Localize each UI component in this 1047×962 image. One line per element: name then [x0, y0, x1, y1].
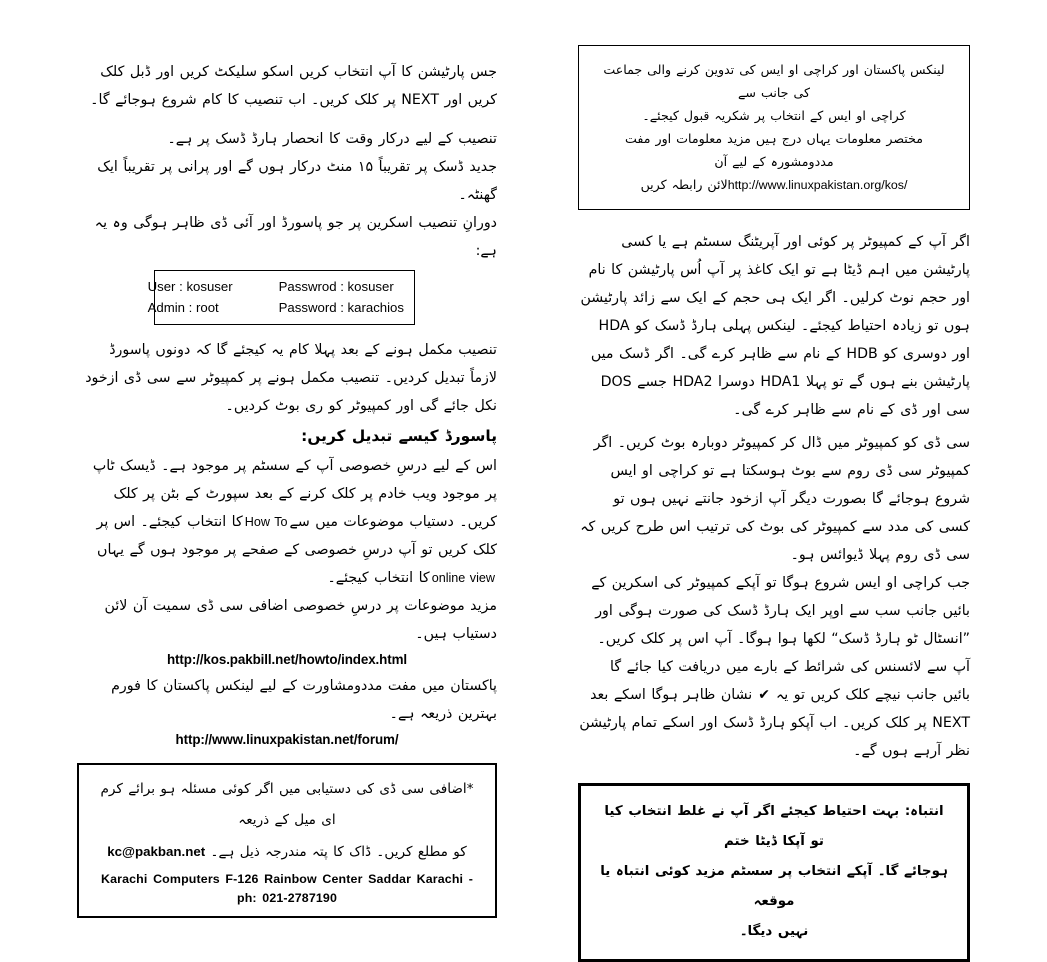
left-paragraph-2-line-2: جدید ڈسک پر تقریباً ۱۵ منٹ درکار ہوں گے اور پرانی پر تقریباً ایک گھنٹہ۔ — [97, 159, 497, 203]
admin-password-label: Password — [278, 300, 337, 315]
spacer — [578, 210, 970, 228]
admin-password-value: karachios — [347, 300, 404, 315]
warning-box — [578, 783, 970, 962]
right-column — [578, 0, 970, 939]
howto-url[interactable]: http://kos.pakbill.net/howto/index.html — [166, 652, 408, 667]
user-cell: User : kosuser — [147, 279, 233, 294]
right-paragraph-3-text: جب کراچی او ایس شروع ہوگا تو آپکے کمپیوٹر کی اسکرین کے بائیں جانب سب سے اوپر ایک ہارڈ ڈسک کی صورت ہوگی اور ”انسٹال ٹو ہارڈ ڈسک“ لکھا ہوا ہوگا۔ آپ اس پر کلک کریں۔ آپ سے لائسنس کی شرائط کے بارے میں دریافت کیا جائے گا بائیں جانب نیچے کلک کریں تو یہ — [591, 575, 970, 703]
right-paragraph-2: سی ڈی کو کمپیوٹر میں ڈال کر کمپیوٹر دوبارہ بوٹ کریں۔ اگر کمپیوٹر سی ڈی روم سے بوٹ ہوسکتا ہے تو کراچی او ایس شروع ہوجائے گا بصورت دیگر آپ ازخود جانتے نہیں ہوں تو کسی کی مدد سے کمپیوٹر کی بوٹ کی ترتیب اس طرح کریں کہ سی ڈی روم پہلا ڈیوائس ہو۔ — [580, 435, 970, 563]
user-value: kosuser — [186, 279, 233, 294]
contact-line-2 — [93, 836, 481, 868]
left-paragraph-4-part-b: کا انتخاب کیجئے۔ اس پر کلک کریں تو آپ درسِ خصوصی کے صفحے پر موجود ہوں گے یہاں — [96, 514, 497, 558]
user-password-value: kosuser — [347, 279, 394, 294]
admin-cell: Admin : root — [147, 300, 219, 315]
spacer — [77, 752, 497, 763]
welcome-line-3: مختصر معلومات یہاں درج ہیں مزید معلومات اور مفت مددومشورہ کے لیے آن — [625, 131, 923, 169]
admin-password-cell: Password : karachios — [278, 300, 404, 315]
postal-address: Karachi Computers F-126 Rainbow Center Saddar Karachi - ph: 021-2787190 — [100, 872, 474, 905]
checkmark-icon: ✔ — [758, 687, 770, 703]
contact-email[interactable]: kc@pakban.net — [107, 844, 206, 859]
password-change-heading: پاسورڈ کیسے تبدیل کریں: — [301, 427, 497, 445]
table-row — [148, 297, 404, 318]
right-paragraph-1: اگر آپ کے کمپیوٹر پر کوئی اور آپریٹنگ سسٹم ہے یا کسی پارٹیشن میں اہم ڈیٹا ہے تو ایک کاغذ پر آپ اُس پارٹیشن کا نام اور حجم نوٹ کرلیں۔ اگر ایک ہی حجم کے ایک سے زائد پارٹیشن ہوں تو زیادہ احتیاط کیجئے۔ لینکس پہلی ہارڈ ڈسک کو HDA اور دوسری کو HDB کے نام سے ظاہر کرے گی۔ اگر ڈسک میں پارٹیشن بنے ہوں گے تو پہلا HDA1 دوسرا HDA2 جسے DOS سی اور ڈی کے نام سے ظاہر کرے گی۔ — [580, 234, 970, 418]
left-paragraph-3: تنصیب مکمل ہونے کے بعد پہلا کام یہ کیجئے گا کہ دونوں پاسورڈ لازماً تبدیل کردیں۔ تنصیب مکمل ہونے پر کمپیوٹر سے سی ڈی ازخود نکل جائے گی اور کمپیوٹر کو ری بوٹ کردیں۔ — [85, 342, 497, 414]
warning-line-1 — [597, 797, 951, 857]
spacer — [77, 114, 497, 125]
contact-line-2-urdu: کو مطلع کریں۔ ڈاک کا پتہ مندرجہ ذیل ہے۔ — [210, 844, 467, 860]
user-label: User — [147, 279, 176, 294]
admin-value: root — [196, 300, 219, 315]
howto-keyword: How To — [244, 515, 288, 529]
admin-label: Admin — [147, 300, 185, 315]
table-row — [148, 276, 404, 297]
welcome-line-1: لینکس پاکستان اور کراچی او ایس کی تدوین کرنے والی جماعت کی جانب سے — [603, 62, 945, 100]
left-column — [77, 0, 497, 905]
kos-website-url[interactable]: http://www.linuxpakistan.org/kos/ — [727, 178, 908, 192]
welcome-box — [578, 45, 970, 210]
warning-text-1: بہت احتیاط کیجئے اگر آپ نے غلط انتخاب کیا تو آپکا ڈیٹا ختم — [604, 804, 900, 849]
welcome-line-4-urdu: لائن رابطہ کریں — [640, 177, 728, 192]
left-paragraph-4-part-a: اس کے لیے درسِ خصوصی آپ کے سسٹم پر موجود ہے۔ ڈیسک ٹاپ پر موجود ویب خادم پر کلک کرنے کے بعد سپورٹ کے بٹن پر کلک کریں۔ دستیاب موضوعات میں سے — [92, 458, 497, 530]
credentials-box — [147, 270, 415, 325]
contact-line-1: *اضافی سی ڈی کی دستیابی میں اگر کوئی مسئلہ ہو برائے کرم ای میل کے ذریعہ — [100, 781, 474, 828]
contact-box — [77, 763, 497, 918]
warning-label: انتباہ: — [904, 804, 944, 819]
right-paragraph-4-text: نشان ظاہر ہوگا اسکے بعد NEXT پر کلک کریں۔ اب آپکو ہارڈ ڈسک اور اسکے تمام پارٹیشن نظر آرہے ہوں گے۔ — [579, 687, 970, 759]
spacer — [77, 325, 497, 336]
left-paragraph-4 — [77, 452, 497, 592]
welcome-line-2: کراچی او ایس کے انتخاب پر شکریہ قبول کیجئے۔ — [642, 108, 906, 123]
left-paragraph-6: پاکستان میں مفت مددومشاورت کے لیے لینکس پاکستان کا فورم بہترین ذریعہ ہے۔ — [111, 678, 497, 722]
left-paragraph-2-line-3: دورانِ تنصیب اسکرین پر جو پاسورڈ اور آئی ڈی ظاہر ہوگی وہ یہ ہے: — [94, 215, 497, 259]
credentials-table — [148, 276, 404, 318]
left-paragraph-4-part-c: کا انتخاب کیجئے۔ — [327, 570, 430, 586]
left-paragraph-1: جس پارٹیشن کا آپ انتخاب کریں اسکو سلیکٹ کریں اور ڈبل کلک کریں اور NEXT پر کلک کریں۔ اب تنصیب کا کام شروع ہوجائے گا۔ — [90, 64, 497, 108]
warning-line-2: ہوجائے گا۔ آپکے انتخاب پر سسٹم مزید کوئی انتباہ یا موقعہ — [600, 864, 948, 909]
right-paragraph-3 — [578, 569, 970, 765]
user-password-cell: Passwrod : kosuser — [278, 279, 394, 294]
user-password-label: Passwrod — [278, 279, 337, 294]
online-view-keyword: online view — [431, 571, 495, 585]
left-paragraph-2-line-1: تنصیب کے لیے درکار وقت کا انحصار ہارڈ ڈسک پر ہے۔ — [167, 131, 497, 147]
forum-url[interactable]: http://www.linuxpakistan.net/forum/ — [175, 732, 399, 747]
left-paragraph-5: مزید موضوعات پر درسِ خصوصی اضافی سی ڈی سمیت آن لائن دستیاب ہیں۔ — [104, 598, 497, 642]
warning-line-3: نہیں دیگا۔ — [739, 924, 809, 939]
welcome-line-4 — [593, 173, 955, 197]
spacer — [578, 765, 970, 783]
